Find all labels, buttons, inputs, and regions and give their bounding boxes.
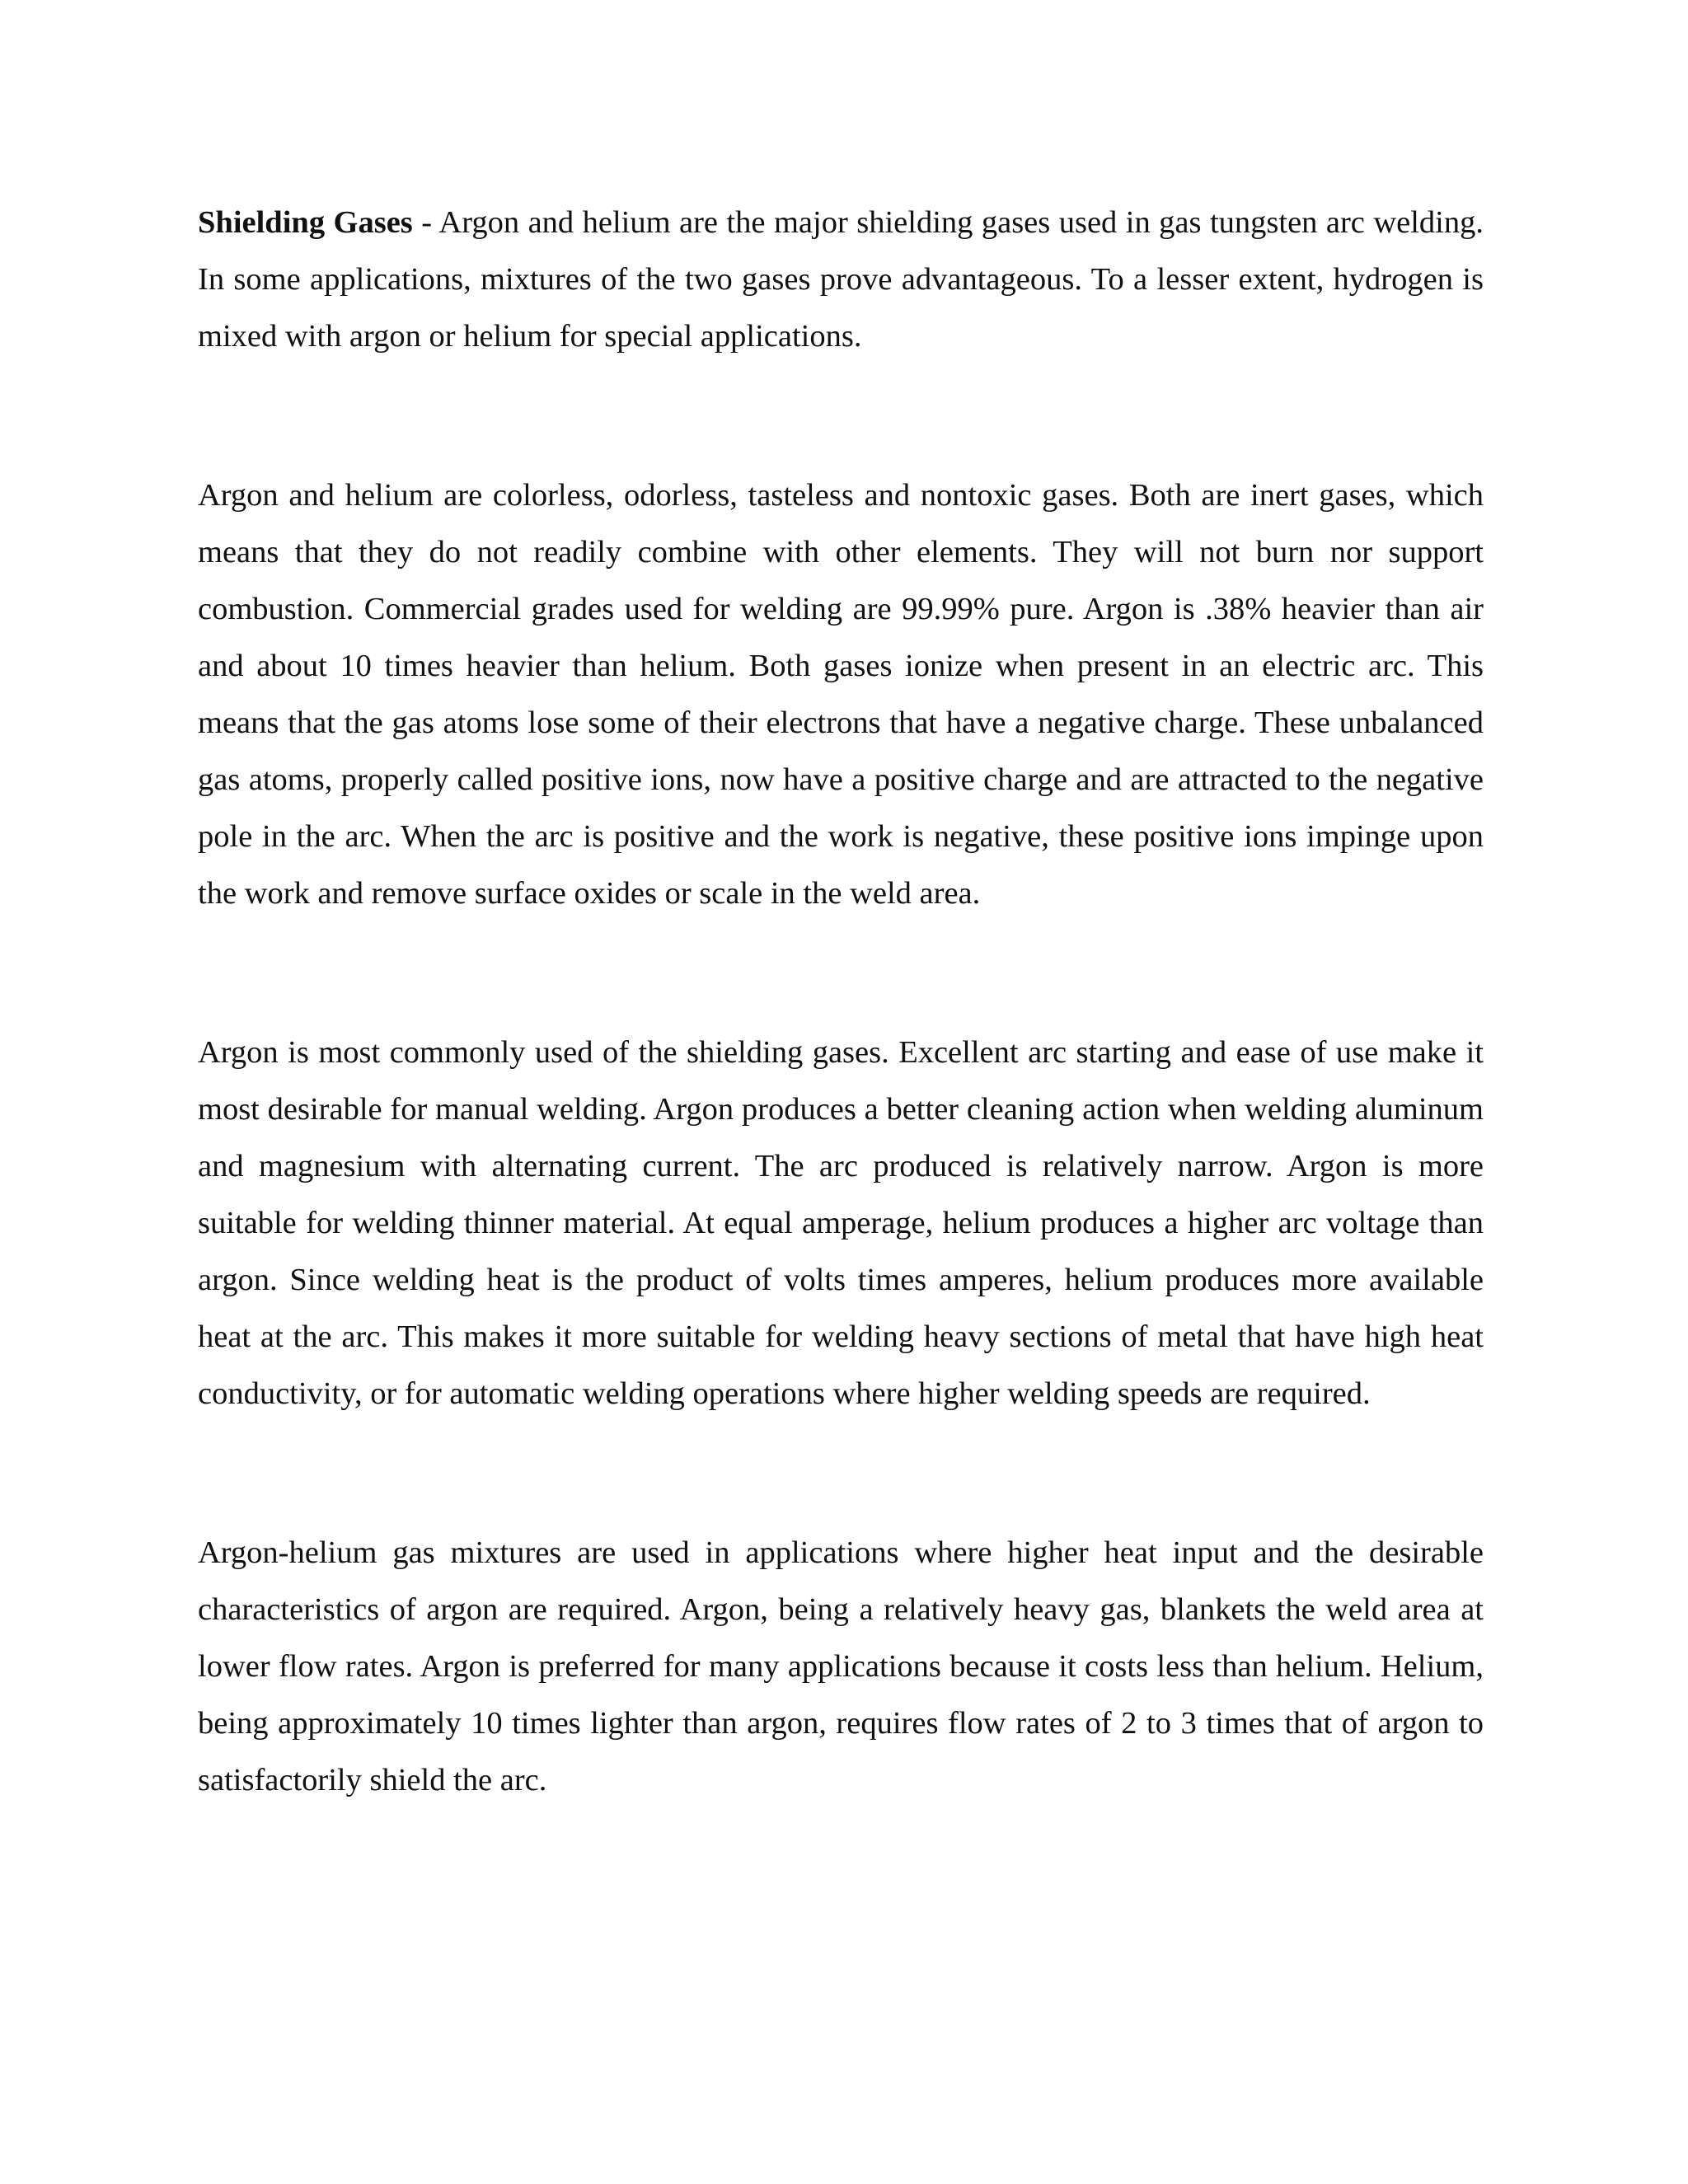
document-body: [198, 194, 1484, 1809]
paragraph-gas-mixtures: Argon-helium gas mixtures are used in applications where higher heat input and the desirable characteristics of argon are required. Argon, being a relatively heavy gas, blankets the weld area at lower flow rates. Argon is preferred for many applications because it costs less than helium. Helium, being approximately 10 times lighter than argon, requires flow rates of 2 to 3 times that of argon to satisfactorily shield the arc.: [198, 1535, 1484, 1797]
paragraph-text: - Argon and helium are the major shielding gases used in gas tungsten arc welding. In some applications, mixtures of the two gases prove advantageous. To a lesser extent, hydrogen is mixed with argon or helium for special applications.: [198, 205, 1484, 354]
paragraph-shielding-gases: [198, 194, 1484, 365]
section-title: Shielding Gases: [198, 205, 413, 240]
paragraph-argon-helium-properties: Argon and helium are colorless, odorless, tasteless and nontoxic gases. Both are inert gases, which means that they do not readily combine with other elements. They will not burn nor support combustion. Commercial grades used for welding are 99.99% pure. Argon is .38% heavier than air and about 10 times heavier than helium. Both gases ionize when present in an electric arc. This means that the gas atoms lose some of their electrons that have a negative charge. These unbalanced gas atoms, properly called positive ions, now have a positive charge and are attracted to the negative pole in the arc. When the arc is positive and the work is negative, these positive ions impinge upon the work and remove surface oxides or scale in the weld area.: [198, 478, 1484, 911]
paragraph-argon-usage: Argon is most commonly used of the shielding gases. Excellent arc starting and ease of use make it most desirable for manual welding. Argon produces a better cleaning action when welding aluminum and magnesium with alternating current. The arc produced is relatively narrow. Argon is more suitable for welding thinner material. At equal amperage, helium produces a higher arc voltage than argon. Since welding heat is the product of volts times amperes, helium produces more available heat at the arc. This makes it more suitable for welding heavy sections of metal that have high heat conductivity, or for automatic welding operations where higher welding speeds are required.: [198, 1035, 1484, 1411]
